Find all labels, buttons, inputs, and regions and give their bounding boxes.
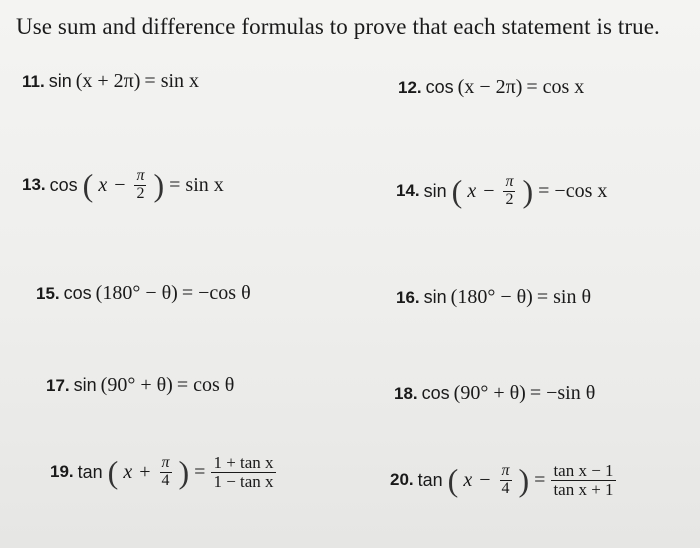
- result-fraction: [551, 462, 615, 499]
- problem-number: 17.: [46, 375, 70, 395]
- function-name: sin: [423, 287, 447, 307]
- problem-12: [398, 76, 584, 99]
- fraction-numerator: π: [505, 173, 514, 190]
- right-paren: ): [153, 167, 165, 204]
- left-paren: (: [107, 454, 119, 491]
- result-numerator: tan x − 1: [553, 461, 614, 480]
- function-name: cos: [425, 77, 454, 97]
- right-hand-side: = −sin θ: [529, 382, 596, 404]
- function-name: cos: [421, 383, 450, 403]
- function-name: sin: [73, 375, 97, 395]
- problem-number: 19.: [50, 462, 74, 482]
- problem-15: [36, 282, 251, 305]
- instructions-heading: Use sum and difference formulas to prove that each statement is true.: [16, 14, 660, 39]
- problem-20: [390, 462, 618, 499]
- problem-number: 16.: [396, 287, 420, 307]
- left-paren: (: [82, 167, 94, 204]
- right-hand-side: = sin x: [169, 173, 224, 196]
- variable: x: [463, 468, 473, 491]
- problem-number: 11.: [22, 71, 45, 91]
- right-hand-side: = −cos x: [538, 179, 608, 202]
- operator: −: [479, 468, 491, 491]
- argument: (90° + θ): [100, 374, 173, 396]
- problem-17: [46, 374, 234, 397]
- argument: (x − 2π): [457, 76, 523, 98]
- fraction: [134, 168, 146, 203]
- fraction: [500, 463, 512, 498]
- problem-number: 20.: [390, 470, 414, 490]
- result-denominator: tan x + 1: [553, 479, 614, 499]
- operator: +: [139, 460, 151, 483]
- operator: −: [114, 173, 126, 196]
- operator: −: [483, 179, 495, 202]
- fraction: [503, 174, 515, 209]
- problem-number: 14.: [396, 181, 420, 201]
- left-paren: (: [447, 462, 459, 499]
- function-name: tan: [77, 461, 103, 482]
- right-hand-side: = −cos θ: [181, 282, 251, 304]
- function-name: sin: [48, 71, 72, 91]
- variable: x: [467, 179, 477, 202]
- problem-16: [396, 286, 591, 309]
- problem-13: [22, 168, 224, 203]
- problem-number: 15.: [36, 283, 60, 303]
- fraction-denominator: 2: [505, 190, 514, 208]
- right-hand-side: = cos x: [526, 76, 585, 98]
- function-name: tan: [417, 469, 443, 490]
- right-paren: ): [518, 462, 530, 499]
- variable: x: [123, 460, 133, 483]
- argument: (90° + θ): [453, 382, 526, 404]
- argument: (x + 2π): [75, 70, 141, 92]
- result-denominator: 1 − tan x: [213, 471, 274, 491]
- problem-14: [396, 174, 607, 209]
- right-hand-side: = cos θ: [176, 374, 235, 396]
- problem-number: 18.: [394, 383, 418, 403]
- problem-number: 12.: [398, 77, 422, 97]
- problem-number: 13.: [22, 175, 46, 195]
- function-name: sin: [423, 180, 447, 201]
- problem-11: [22, 70, 199, 93]
- right-hand-side: = sin θ: [536, 286, 592, 308]
- fraction-denominator: 2: [136, 184, 145, 202]
- function-name: cos: [63, 283, 92, 303]
- equals-sign: =: [534, 468, 546, 491]
- fraction-denominator: 4: [501, 479, 510, 497]
- variable: x: [98, 173, 108, 196]
- left-paren: (: [451, 173, 463, 210]
- fraction-numerator: π: [161, 454, 170, 472]
- problem-19: [50, 454, 278, 491]
- result-fraction: [211, 454, 275, 491]
- right-paren: ): [178, 454, 190, 491]
- fraction-numerator: π: [136, 167, 145, 184]
- problem-18: [394, 382, 595, 405]
- right-hand-side: = sin x: [144, 70, 200, 92]
- equals-sign: =: [194, 460, 206, 483]
- argument: (180° − θ): [95, 282, 178, 304]
- right-paren: ): [522, 173, 534, 210]
- function-name: cos: [49, 174, 78, 195]
- argument: (180° − θ): [450, 286, 533, 308]
- fraction-denominator: 4: [161, 471, 170, 489]
- result-numerator: 1 + tan x: [213, 453, 274, 472]
- fraction: [160, 455, 172, 490]
- fraction-numerator: π: [501, 462, 510, 480]
